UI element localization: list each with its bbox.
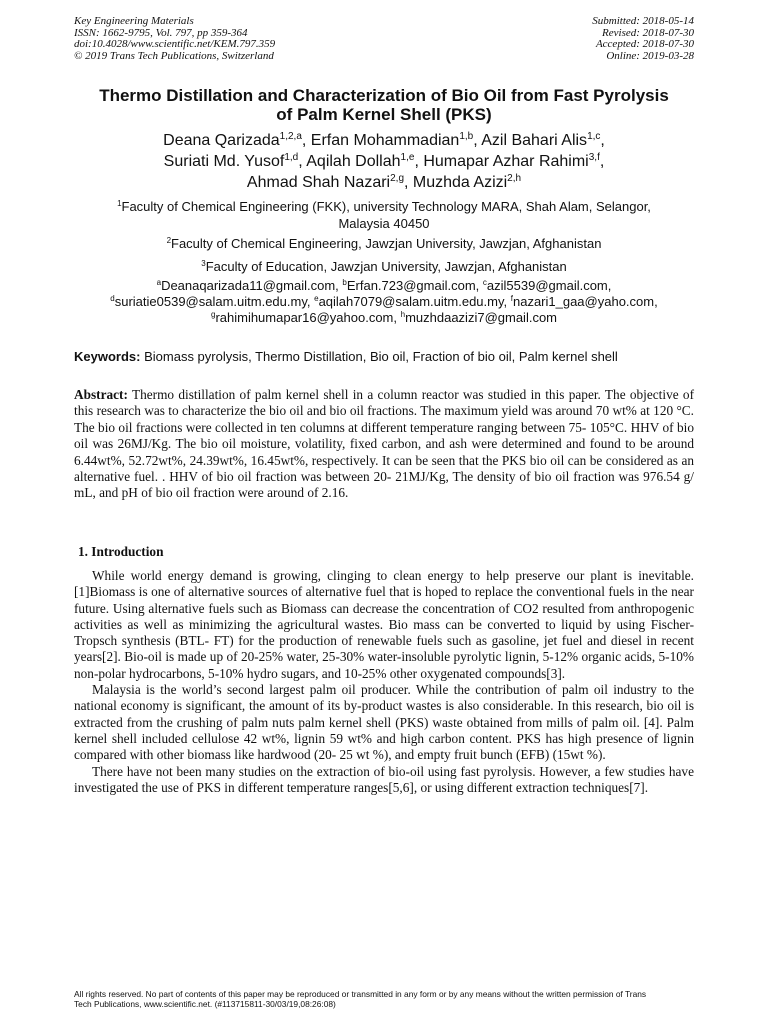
introduction-body [74,568,694,796]
author-emails [74,278,694,326]
author-name: Aqilah Dollah [306,153,401,170]
author-affil-sup: 1,d [284,152,299,163]
paragraph: There have not been many studies on the extraction of bio-oil using fast pyrolysis. However, a few studies have investigated the use of PKS in different temperature ranges[5,6], or using different extraction techniques[7]. [74,763,694,795]
email-g[interactable]: rahimihumapar16@yahoo.com [215,310,394,325]
affiliation-num: 3 [201,259,206,268]
abstract [74,387,694,502]
email-sup-f: f [510,294,513,303]
author-line-2 [74,151,694,172]
email-h[interactable]: muzhdaazizi7@gmail.com [405,310,557,325]
author-separator: , [414,153,424,170]
author-separator: , [599,153,605,170]
title-line-2: of Palm Kernel Shell (PKS) [276,105,492,124]
accepted-date: Accepted: 2018-07-30 [595,38,694,51]
author-affil-sup: 2,g [390,173,405,184]
journal-info [74,16,275,62]
affiliation-3 [74,258,694,275]
journal-name: Key Engineering Materials [74,15,194,27]
affiliation-text: Faculty of Education, Jawzjan University, Jawzjan, Afghanistan [205,259,567,274]
affiliation-num: 2 [166,236,172,245]
author-name: Ahmad Shah Nazari [246,174,391,191]
email-b[interactable]: Erfan.723@gmail.com [346,278,476,293]
email-sup-c: c [482,278,487,287]
author-list [74,130,694,193]
author-affil-sup: 1,e [400,152,415,163]
paragraph: Malaysia is the world’s second largest palm oil producer. While the contribution of palm oil industry to the national economy is significant, the amount of its by-product wastes is also considerable. In this research, bio oil is extracted from the crushing of palm nuts palm kernel shell (PKS) waste obtained from mills of palm oil. [4]. Palm kernel shell included cellulose 42 wt%, lignin 59 wt% and high carbon content. PKS has high presence of lignin compared with other biomass like hardwood (20- 25 wt %), and empty fruit bunch (EFB) (15wt %). [74,682,694,763]
author-name: Muzhda Azizi [412,174,508,191]
paper-title [74,86,694,124]
revised-date: Revised: 2018-07-30 [602,26,694,39]
doi-link[interactable]: doi:10.4028/www.scientific.net/KEM.797.359 [74,38,276,51]
email-sup-h: h [400,310,406,319]
author-name: Erfan Mohammadian [310,132,460,149]
email-d[interactable]: suriatie0539@salam.uitm.edu.my [114,294,307,309]
email-sup-e: e [314,294,319,303]
email-sup-a: a [156,278,162,287]
author-affil-sup: 1,b [459,131,474,142]
email-line-1: $^a$Deanaqarizada11@gmail.com, $^b$Erfan.723@gmail.com, $^c$azil5539@gmail.com, [156,278,612,293]
email-a[interactable]: Deanaqarizada11@gmail.com [161,278,336,293]
copyright-footer [74,990,704,1009]
section-heading-introduction: 1. Introduction [78,544,164,559]
affiliation-1 [74,198,694,232]
author-line-3 [74,172,694,193]
publication-dates [592,16,694,62]
author-separator: , [404,174,413,191]
affiliation-text: Faculty of Chemical Engineering (FKK), university Technology MARA, Shah Alam, Selangor, [121,199,651,214]
copyright: © 2019 Trans Tech Publications, Switzerland [74,49,274,62]
affiliation-1-line-2: Malaysia 40450 [338,216,430,231]
author-line-1 [74,130,694,151]
email-line-3: $^g$rahimihumapar16@yahoo.com, $^h$muzhdaazizi7@gmail.com [210,310,557,325]
keywords [74,348,694,365]
author-name: Azil Bahari Alis [481,132,588,149]
email-e[interactable]: aqilah7079@salam.uitm.edu.my [318,294,504,309]
author-name: Deana Qarizada [163,132,280,149]
title-line-1: Thermo Distillation and Characterization of Bio Oil from Fast Pyrolysis [99,86,669,105]
author-separator: , [473,132,482,149]
author-separator: , [301,132,311,149]
author-separator: , [298,153,307,170]
author-name: Humapar Azhar Rahimi [423,153,589,170]
author-separator: , [600,132,605,149]
email-sup-b: b [342,278,347,287]
affiliation-text: Faculty of Chemical Engineering, Jawzjan University, Jawzjan, Afghanistan [171,236,602,251]
abstract-label: Abstract: [74,387,128,402]
email-sup-d: d [110,294,115,303]
footer-line-2: Tech Publications, www.scientific.net. (#113715811-30/03/19,08:26:08) [74,998,336,1009]
author-name: Suriati Md. Yusof [163,153,285,170]
affiliation-2 [74,235,694,252]
footer-line-1: All rights reserved. No part of contents of this paper may be reproduced or transmitted in any form or by any means without the written permission of Trans [74,989,647,999]
paragraph: While world energy demand is growing, clinging to clean energy to help preserve our plant is inevitable. [1]Biomass is one of alternative sources of alternative fuel that is hoped to replace the conventional fuels in the near future. Using alternative fuels such as Biomass can decrease the concentration of CO2 resulted from anthropogenic activities as well as minimizing the agricultural wastes. Bio mass can be converted to liquid by using Fischer- Tropsch synthesis (BTL- FT) for the production of renewable fuels such as gasoline, jet fuel and diesel in recent years[2]. Bio-oil is made up of 20-25% water, 25-30% water-insoluble pyrolytic lignin, 5-12% organic acids, 5-10% non-polar hydrocarbons, 5-10% hydro sugars, and 10-25% other oxygenated compounds[3]. [74,568,694,681]
keywords-label: Keywords: [74,349,141,364]
author-affil-sup: 3,f [588,152,600,163]
issn: ISSN: 1662-9795, Vol. 797, pp 359-364 [74,26,248,39]
keywords-text: Biomass pyrolysis, Thermo Distillation, Bio oil, Fraction of bio oil, Palm kernel shell [144,349,618,364]
affiliation-1-line-1 [74,198,694,215]
email-line-2: $^d$suriatie0539@salam.uitm.edu.my, $^e$aqilah7079@salam.uitm.edu.my, $^f$nazari1_gaa@yaho.com, [110,294,658,309]
submitted-date: Submitted: 2018-05-14 [592,15,694,27]
author-affil-sup: 1,2,a [279,131,302,142]
author-affil-sup: 1,c [587,131,601,142]
author-affil-sup: 2,h [507,173,522,184]
online-date: Online: 2019-03-28 [606,49,694,62]
email-sup-g: g [210,310,216,319]
email-f[interactable]: nazari1_gaa@yaho.com [512,294,655,309]
abstract-text: Thermo distillation of palm kernel shell in a column reactor was studied in this paper. The objective of this research was to characterize the bio oil and bio oil fractions. The maximum yield was around 70 wt% at 120 °C. The bio oil fractions were collected in ten columns at different temperature ranging between 75- 105°C. HHV of bio oil was 26MJ/Kg. The bio oil moisture, volatility, fixed carbon, and ash were determined and found to be around 6.44wt%, 52.72wt%, 24.39wt%, 16.45wt%, respectively. It can be seen that the PKS bio oil can be considered as an alternative fuel. . HHV of bio oil fraction was between 20- 21MJ/Kg, The density of bio oil fraction was 976.54 g/ mL, and pH of bio oil fraction were around of 2.16. [74,387,694,501]
email-c[interactable]: azil5539@gmail.com [486,278,608,293]
affiliation-num: 1 [117,199,122,208]
